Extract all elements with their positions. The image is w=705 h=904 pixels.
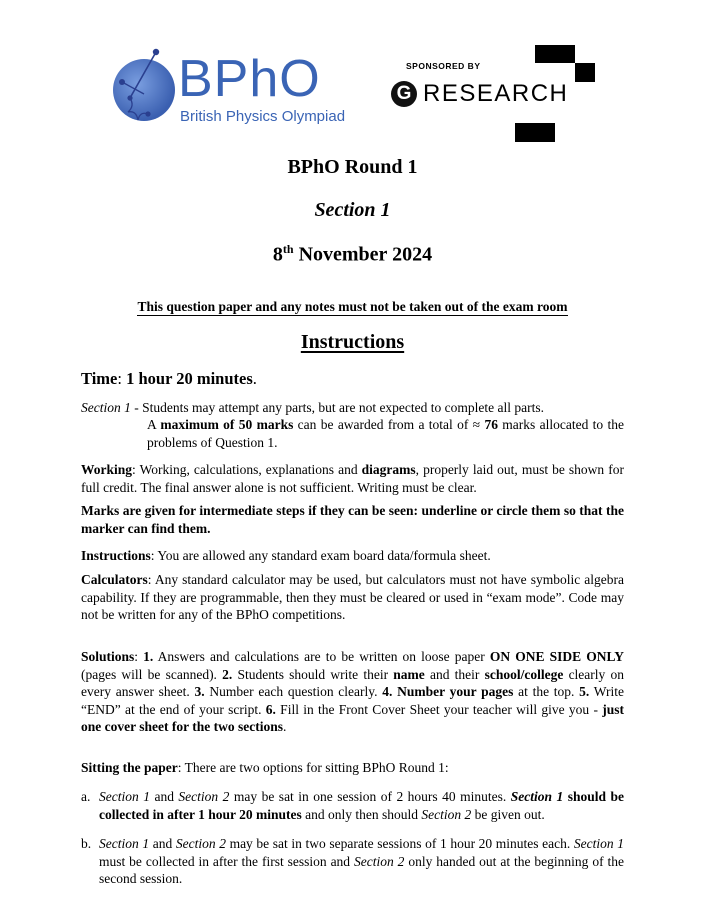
decor-block-2 xyxy=(575,63,595,82)
decor-block-3 xyxy=(515,123,555,142)
atom-icon xyxy=(108,44,178,130)
section1-line: Section 1 - Students may attempt any parts, but are not expected to complete all parts. xyxy=(81,400,545,415)
calculators-para: Calculators: Any standard calculator may be used, but calculators must not have symbolic algebra capability. If they are programmable, then they must be cleared or used in “exam mode”. Code may not be written for any of the BPhO competitions. xyxy=(81,572,624,623)
exam-date: 8th November 2024 xyxy=(272,242,433,266)
sponsor-name: RESEARCH xyxy=(423,80,569,107)
option-a: a. Section 1 and Section 2 may be sat in one session of 2 hours 40 minutes. Section 1 should be collected in after 1 hour 20 minutes and only then should Section 2 be given out. xyxy=(81,789,624,822)
section1-marks: A maximum of 50 marks can be awarded from a total of ≈ 76 marks allocated to the problems of Question 1. xyxy=(147,417,624,450)
sponsor-label: SPONSORED BY xyxy=(406,61,481,71)
sitting-para: Sitting the paper: There are two options for sitting BPhO Round 1: xyxy=(81,760,449,775)
solutions-para: Solutions: 1. Answers and calculations are to be written on loose paper ON ONE SIDE ONLY (pages will be scanned). 2. Students should write their name and their school/college clearly on every answer sheet. 3. Number each question clearly. 4. Number your pages at the top. 5. Write “END” at the end of your script. 6. Fill in the Front Cover Sheet your teacher will give you - just one cover sheet for the two sections. xyxy=(81,649,624,735)
time-line: Time: 1 hour 20 minutes. xyxy=(81,369,257,388)
section-title: Section 1 xyxy=(314,199,391,221)
logo-title: BPhO xyxy=(178,50,321,108)
instructions-heading: Instructions xyxy=(300,331,405,353)
notice: This question paper and any notes must not be taken out of the exam room xyxy=(137,299,568,314)
option-b: b. Section 1 and Section 2 may be sat in two separate sessions of 1 hour 20 minutes each. Section 1 must be collected in after the first session and Section 2 only handed out at the beginning of the second session. xyxy=(81,836,624,887)
logo-subtitle: British Physics Olympiad xyxy=(180,108,346,125)
round-title: BPhO Round 1 xyxy=(287,156,418,178)
working-para: Working: Working, calculations, explanations and diagrams, properly laid out, must be shown for full credit. The final answer alone is not sufficient. Writing must be clear. xyxy=(81,462,624,495)
sponsor-logo xyxy=(390,44,600,144)
marks-note: Marks are given for intermediate steps if they can be seen: underline or circle them so that the marker can find them. xyxy=(81,503,624,536)
decor-block-1 xyxy=(535,45,575,63)
g-research-icon: G xyxy=(391,81,417,107)
instructions-para: Instructions: You are allowed any standard exam board data/formula sheet. xyxy=(81,548,491,563)
bpho-logo xyxy=(108,44,368,130)
